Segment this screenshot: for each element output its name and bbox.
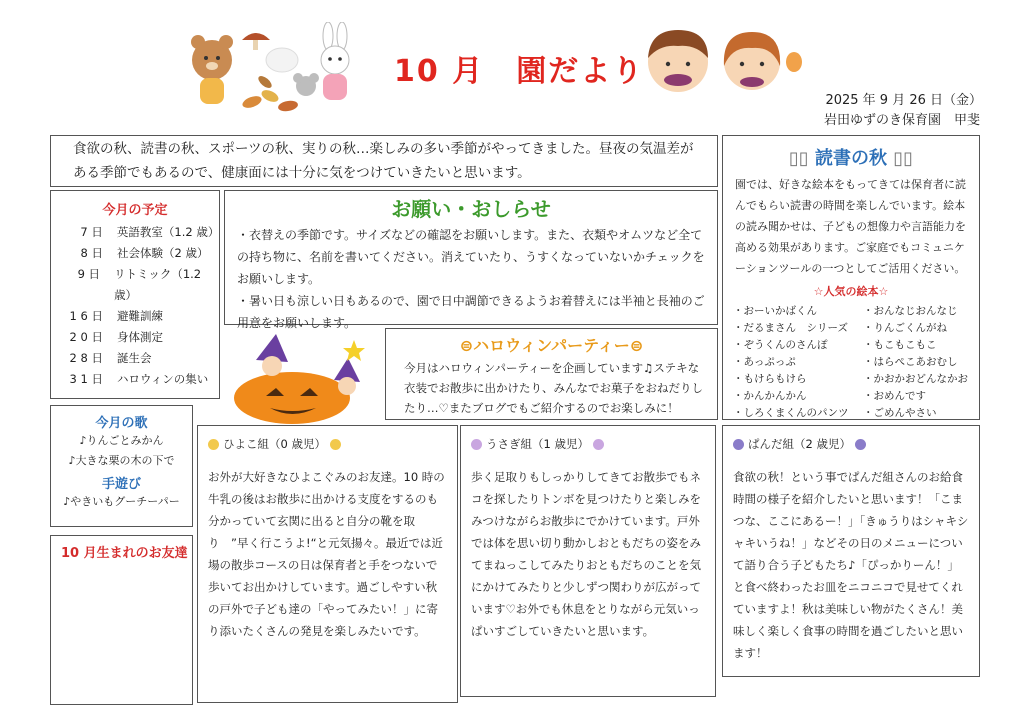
notices-box xyxy=(224,190,718,330)
book-title-item: ・かおかおどんなかお xyxy=(863,373,968,385)
schedule-day: 7 日 xyxy=(80,225,103,239)
song-item: ♪大きな栗の木の下で xyxy=(68,454,175,467)
schedule-day: 8 日 xyxy=(80,246,103,260)
schedule-list xyxy=(51,222,219,390)
halloween-box xyxy=(385,328,718,420)
schedule-event: 身体測定 xyxy=(117,330,163,344)
hand-play-title: 手遊び xyxy=(101,477,141,492)
songs-title: 今月の歌 xyxy=(95,416,148,431)
class-heading: ぱんだ組（2 歳児） xyxy=(723,426,979,452)
book-title-item: ・おめんです xyxy=(863,390,926,402)
books-box xyxy=(722,135,980,420)
panda-icon xyxy=(855,439,866,450)
hand-play-item: ♪やきいもグーチーパー xyxy=(63,495,180,508)
book-title-item: ・ごめんやさい xyxy=(863,407,937,419)
page-title: 10 月 園だより xyxy=(394,54,645,89)
notices-title: お願い・おしらせ xyxy=(391,197,551,221)
song-item: ♪りんごとみかん xyxy=(79,434,164,447)
chick-icon xyxy=(208,439,219,450)
pumpkin-icon: ⊜ xyxy=(629,336,644,355)
schedule-event: リトミック（1.2 歳） xyxy=(114,267,202,302)
halloween-text: 今月はハロウィンパーティーを企画しています♫ステキな衣装でお散歩に出かけたり、みんなでお菓子をおねだりしたり…♡またブログでもご紹介するのでお楽しみに！ xyxy=(404,361,703,415)
book-title-item: ・あっぷっぷ xyxy=(733,356,796,368)
schedule-row xyxy=(51,243,219,264)
rabbit-icon xyxy=(471,439,482,450)
schedule-day: 2 0 日 xyxy=(69,330,103,344)
halloween-title: ⊜ハロウィンパーティー⊜ xyxy=(459,336,644,355)
intro-box xyxy=(50,135,718,187)
schedule-event: 避難訓練 xyxy=(117,309,163,323)
schedule-event: ハロウィンの集い xyxy=(117,372,209,386)
schedule-event: 社会体験（2 歳） xyxy=(117,246,209,260)
schedule-row xyxy=(51,222,219,243)
book-title-item: ・だるまさん シリーズ xyxy=(733,322,848,334)
songs-box xyxy=(50,405,193,527)
book-title-item: ・かんかんかん xyxy=(733,390,807,402)
schedule-day: 1 6 日 xyxy=(69,309,103,323)
schedule-day: 9 日 xyxy=(77,267,101,281)
schedule-day: 2 8 日 xyxy=(69,351,103,365)
notice-item-2: ・暑い日も涼しい日もあるので、園で日中調節できるようお着替えには半袖と長袖のご用意をお願いします。 xyxy=(237,294,705,330)
schedule-row xyxy=(51,348,219,369)
book-title-item: ・しろくまくんのパンツ xyxy=(733,407,849,419)
class-box-panda xyxy=(722,425,980,677)
school-name: 岩田ゆずのき保育園 甲斐 xyxy=(823,113,980,128)
intro-text: 食欲の秋、読書の秋、スポーツの秋、実りの秋…楽しみの多い季節がやってきました。昼夜の気温差がある季節でもあるので、健康面には十分に気をつけていきたいと思います。 xyxy=(73,141,694,181)
book-title-item: ・もけらもけら xyxy=(733,373,807,385)
schedule-event: 英語教室（1.2 歳） xyxy=(116,225,220,239)
pumpkin-icon: ⊜ xyxy=(459,336,474,355)
class-heading: うさぎ組（1 歳児） xyxy=(461,426,715,452)
class-text: お外が大好きなひよこぐみのお友達。10 時の牛乳の後はお散歩に出かける支度をするのも分かっていて玄関に出ると自分の靴を取り ”早く行こうよ!“と元気揚々。最近では近場の散歩コースの日は保育者と手をつないで歩いてお出かけしています。過ごしやすい秋の戸外で子ども達の「やってみたい！」に寄り添いたくさんの発見を楽しみたいです。 xyxy=(208,470,445,638)
issue-date: 2025 年 9 月 26 日（金） xyxy=(825,93,982,108)
schedule-day: 3 1 日 xyxy=(69,372,103,386)
book-icon: ▯▯ xyxy=(788,148,809,169)
notice-item-1: ・衣替えの季節です。サイズなどの確認をお願いします。また、衣類やオムツなど全ての持ち物に、名前を書いてください。消えていたり、うすくなっていないかチェックをお願いします。 xyxy=(237,228,705,286)
class-box-usagi xyxy=(460,425,716,697)
popular-books-title: ☆人気の絵本☆ xyxy=(813,285,889,298)
birthday-title: 10 月生まれのお友達 xyxy=(61,546,188,561)
class-heading: ひよこ組（0 歳児） xyxy=(198,426,457,452)
book-title-item: ・はらぺこあおむし xyxy=(863,356,958,368)
halloween-pumpkin-illustration xyxy=(226,330,382,426)
birthday-box xyxy=(50,535,193,705)
books-text: 園では、好きな絵本をもってきては保育者に読んでもらい読書の時間を楽しんでいます。絵本の読み聞かせは、子どもの想像力や言語能力を高める効果があります。ご家庭でもコミュニケーションツールの一つとしてご活用ください。 xyxy=(735,178,966,275)
book-title-item: ・ぞうくんのさんぽ xyxy=(733,339,828,351)
chick-icon xyxy=(330,439,341,450)
panda-icon xyxy=(733,439,744,450)
class-text: 歩く足取りもしっかりしてきてお散歩でもネコを探したりトンボを見つけたりと楽しみをみつけながらお散歩にでかけています。戸外では体を思い切り動かしおともだちの姿をみてまねっこしてみたりおともだちのことを気にかけてみたりと少しずつ関わりが広がっています♡お外でも休息をとりながら元気いっぱいすごしていきたいと思います。 xyxy=(471,470,701,638)
books-title: ▯▯ 読書の秋 ▯▯ xyxy=(788,148,914,169)
schedule-event: 誕生会 xyxy=(117,351,152,365)
rabbit-icon xyxy=(593,439,604,450)
schedule-title: 今月の予定 xyxy=(102,203,168,218)
schedule-box xyxy=(50,190,220,399)
book-title-item: ・もこもこもこ xyxy=(863,339,937,351)
schedule-row xyxy=(51,264,219,306)
book-title-item: ・おんなじおんなじ xyxy=(863,305,958,317)
schedule-row xyxy=(51,369,219,390)
schedule-row xyxy=(51,327,219,348)
class-text: 食欲の秋！という事でぱんだ組さんのお給食時間の様子を紹介したいと思います！「こまつな、ここにあるー！」「きゅうりはシャキシャキいうね！」などその日のメニューについて語り合う子どもたち♪「ぴっかりーん！」と食べ終わったお皿をニコニコで見せてくれていますよ！秋は美味しい物がたくさん！美味しく楽しく食事の時間を過ごしたいと思います！ xyxy=(733,470,969,660)
book-title-item: ・おーいかばくん xyxy=(733,305,817,317)
class-box-hiyoko xyxy=(197,425,458,703)
popular-books-list xyxy=(723,299,979,422)
book-title-item: ・りんごくんがね xyxy=(863,322,947,334)
autumn-animals-illustration xyxy=(190,22,358,114)
book-icon: ▯▯ xyxy=(893,148,914,169)
schedule-row xyxy=(51,306,219,327)
